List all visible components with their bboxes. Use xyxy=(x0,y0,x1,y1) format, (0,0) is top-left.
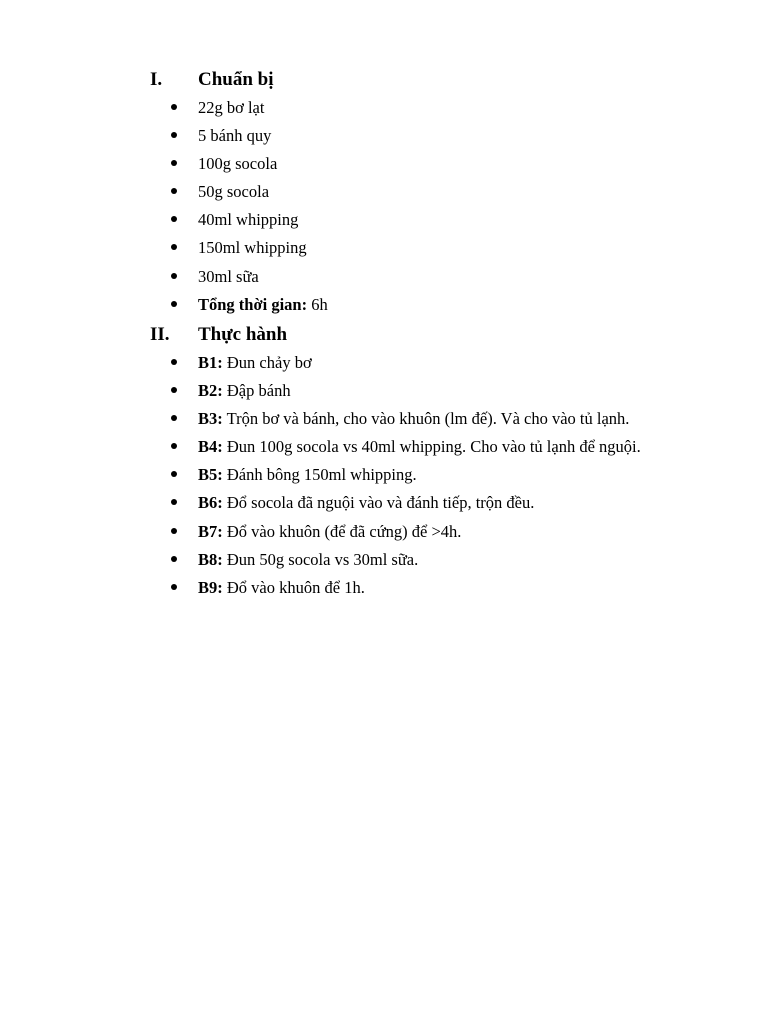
bullet-icon xyxy=(171,188,177,194)
item-text: Đổ vào khuôn để 1h. xyxy=(222,577,365,597)
item-text: 50g socola xyxy=(198,182,270,202)
item-lead: B4: xyxy=(198,437,223,457)
list-item xyxy=(0,489,768,517)
bullet-icon xyxy=(171,104,177,110)
item-lead: B8: xyxy=(198,549,223,569)
bullet-icon xyxy=(171,443,177,449)
list-item xyxy=(0,94,768,122)
bullet-icon xyxy=(171,216,177,222)
bullet-icon xyxy=(171,499,177,505)
bullet-icon xyxy=(171,556,177,562)
item-text: 22g bơ lạt xyxy=(198,98,265,117)
item-text: Đập bánh xyxy=(222,381,291,401)
section-heading xyxy=(0,321,768,349)
item-text: Đun chảy bơ xyxy=(222,353,312,372)
item-text: Đánh bông 150ml whipping. xyxy=(222,465,417,485)
item-lead: B1: xyxy=(198,353,223,372)
item-text: 40ml whipping xyxy=(198,210,299,230)
ingredient-list xyxy=(0,94,768,319)
item-text: 6h xyxy=(307,294,328,314)
bullet-icon xyxy=(171,387,177,393)
list-item xyxy=(0,206,768,234)
section-title: Chuẩn bị xyxy=(198,69,274,90)
list-item xyxy=(0,546,768,574)
list-item xyxy=(0,405,768,433)
list-item xyxy=(0,433,768,461)
item-text: Trộn bơ và bánh, cho vào khuôn (lm đế). Và cho vào tủ lạnh. xyxy=(222,409,630,429)
list-item xyxy=(0,122,768,150)
list-item xyxy=(0,377,768,405)
section-heading xyxy=(0,66,768,94)
list-item xyxy=(0,178,768,206)
list-item xyxy=(0,263,768,291)
item-text: Đổ vào khuôn (để đã cứng) để >4h. xyxy=(222,521,462,541)
item-lead: B6: xyxy=(198,493,223,513)
list-item xyxy=(0,461,768,489)
section-number: I. xyxy=(150,69,163,90)
bullet-icon xyxy=(171,132,177,138)
section-title: Thực hành xyxy=(198,324,288,345)
section-preparation xyxy=(0,66,768,319)
item-text: Đổ socola đã nguội vào và đánh tiếp, trộn đều. xyxy=(222,493,535,513)
list-item xyxy=(0,150,768,178)
bullet-icon xyxy=(171,415,177,421)
item-lead: B3: xyxy=(198,409,223,429)
list-item xyxy=(0,234,768,262)
item-lead: B9: xyxy=(198,577,223,597)
list-item xyxy=(0,518,768,546)
item-text: Đun 100g socola vs 40ml whipping. Cho vào tủ lạnh để nguội. xyxy=(222,437,641,457)
item-text: 100g socola xyxy=(198,154,278,174)
bullet-icon xyxy=(171,471,177,477)
item-lead: B5: xyxy=(198,465,223,485)
bullet-icon xyxy=(171,273,177,279)
bullet-icon xyxy=(171,584,177,590)
section-practice xyxy=(0,321,768,602)
list-item xyxy=(0,291,768,319)
item-lead: Tổng thời gian: xyxy=(198,294,308,314)
bullet-icon xyxy=(171,359,177,365)
step-list xyxy=(0,349,768,602)
item-lead: B7: xyxy=(198,521,223,541)
item-text: 30ml sữa xyxy=(198,266,259,286)
item-text: 150ml whipping xyxy=(198,238,307,258)
bullet-icon xyxy=(171,301,177,307)
bullet-icon xyxy=(171,528,177,534)
bullet-icon xyxy=(171,160,177,166)
section-number: II. xyxy=(150,324,170,345)
item-lead: B2: xyxy=(198,381,223,401)
item-text: 5 bánh quy xyxy=(198,126,272,146)
bullet-icon xyxy=(171,244,177,250)
item-text: Đun 50g socola vs 30ml sữa. xyxy=(222,549,419,569)
list-item xyxy=(0,574,768,602)
list-item xyxy=(0,349,768,377)
